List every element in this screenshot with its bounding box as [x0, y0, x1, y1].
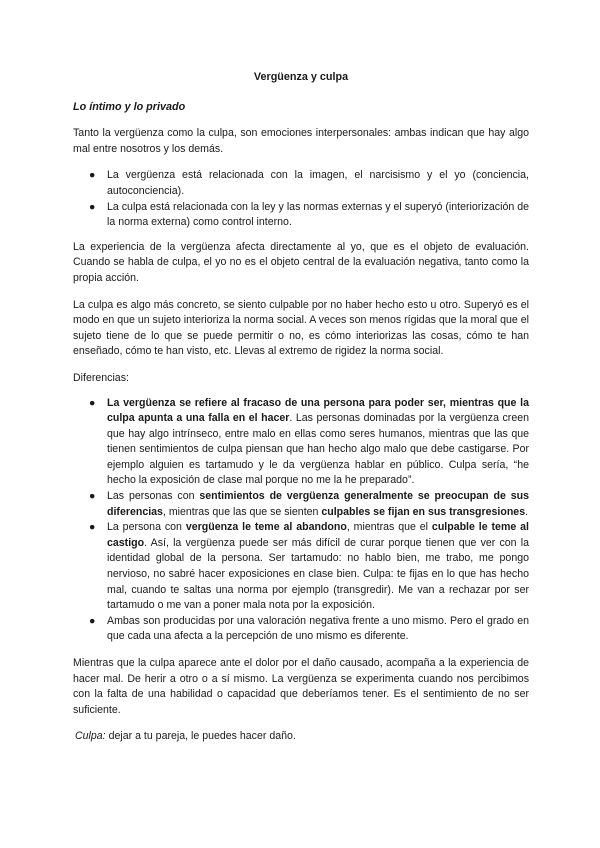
list-item-text: Ambas son producidas por una valoración negativa frente a uno mismo. Pero el grado en que cada una afecta a la percepción de uno mismo es diferente.	[107, 614, 529, 643]
bullet-icon: ●	[89, 490, 96, 503]
section-subtitle: Lo íntimo y lo privado	[73, 100, 186, 113]
bullet-icon: ●	[89, 169, 96, 182]
example-label: Culpa:	[75, 730, 106, 743]
list-item-text: La persona con	[107, 521, 186, 534]
list-item	[73, 396, 529, 490]
list-item-text: . Las personas dominadas por la vergüenza creen que hay algo intrínseco, entre malo en ellas como seres humanos, mientras que las que tienen sentimientos de culpa piensan que han hecho algo malo que debe castigarse. Por ejemplo alguien es tartamudo y le da vergüenza hablar en público. Culpa sería, “he hecho la exposición de clase mal porque no me la he preparado”.	[107, 412, 530, 487]
bullet-icon: ●	[89, 521, 96, 534]
list-item-text: La culpa está relacionada con la ley y las normas externas y el superyó (interiorización de la norma externa) como control interno.	[107, 200, 529, 229]
list-item	[73, 168, 529, 199]
list-item	[73, 614, 529, 645]
differences-list	[73, 396, 529, 646]
example-text: dejar a tu pareja, le puedes hacer daño.	[105, 730, 296, 743]
list-item-text: , mientras que el	[346, 521, 432, 534]
list-item-text: , mientras que las que se sienten	[162, 505, 322, 518]
differences-label: Diferencias:	[73, 371, 129, 384]
list-item	[73, 200, 529, 231]
guilt-paragraph: La culpa es algo más concreto, se siento culpable por no haber hecho esto u otro. Superyó es el modo en que un sujeto interioriza la norma social. A veces son menos rígidas que la moral que el sujeto tiene de lo que se puede permitir o no, es cómo interiorizas las cosas, cómo te han enseñado, cómo te han visto, etc. Llevas al extremo de rigidez la norma social.	[73, 298, 529, 358]
bullet-icon: ●	[89, 200, 96, 213]
experience-paragraph: La experiencia de la vergüenza afecta directamente al yo, que es el objeto de evaluación. Cuando se habla de culpa, el yo no es el objeto central de la evaluación negativa, tanto como la propia acción.	[73, 240, 529, 284]
emotions-list	[73, 168, 529, 230]
list-item-text: . Así, la vergüenza puede ser más difícil de curar porque tienen que ver con la identidad global de la persona. Ser tartamudo: no hablo bien, me trabo, me pongo nervioso, no sabré hacer exposiciones en clase bien. Culpa: te fijas en lo que has hecho mal, cuando te saltas una norma por ejemplo (transgredir). Me van a rechazar por ser tartamudo o me van a poner mala nota por la exposición.	[107, 536, 529, 612]
intro-paragraph: Tanto la vergüenza como la culpa, son emociones interpersonales: ambas indican que hay algo mal entre nosotros y los demás.	[73, 127, 529, 155]
bold-text: sentimientos de vergüenza generalmente se preocupan de sus diferencias	[107, 490, 529, 518]
bullet-icon: ●	[89, 396, 96, 409]
bold-text: culpables se fijan en sus transgresiones	[321, 505, 526, 518]
bold-text: La vergüenza se refiere al fracaso de una persona para poder ser, mientras que la culpa apunta a una falla en el hacer	[107, 396, 529, 425]
final-paragraph: Mientras que la culpa aparece ante el dolor por el daño causado, acompaña a la experiencia de hacer mal. De herir a otro o a sí mismo. La vergüenza se experimenta cuando nos percibimos con la falta de una habilidad o capacidad que deberíamos tener. Es el sentimiento de no ser suficiente.	[73, 657, 529, 716]
list-item-text: La vergüenza está relacionada con la imagen, el narcisismo y el yo (conciencia, autoconciencia).	[107, 169, 529, 197]
bullet-icon: ●	[89, 614, 96, 627]
example-line	[73, 729, 529, 745]
page-title: Vergüenza y culpa	[253, 71, 349, 83]
list-item-text: .	[525, 505, 529, 518]
document-page	[73, 70, 529, 756]
list-item	[73, 489, 529, 520]
bold-text: vergüenza le teme al abandono	[185, 521, 347, 534]
bold-text: culpable le teme al castigo	[107, 521, 529, 549]
list-item-text: Las personas con	[107, 490, 200, 503]
list-item	[73, 520, 529, 614]
